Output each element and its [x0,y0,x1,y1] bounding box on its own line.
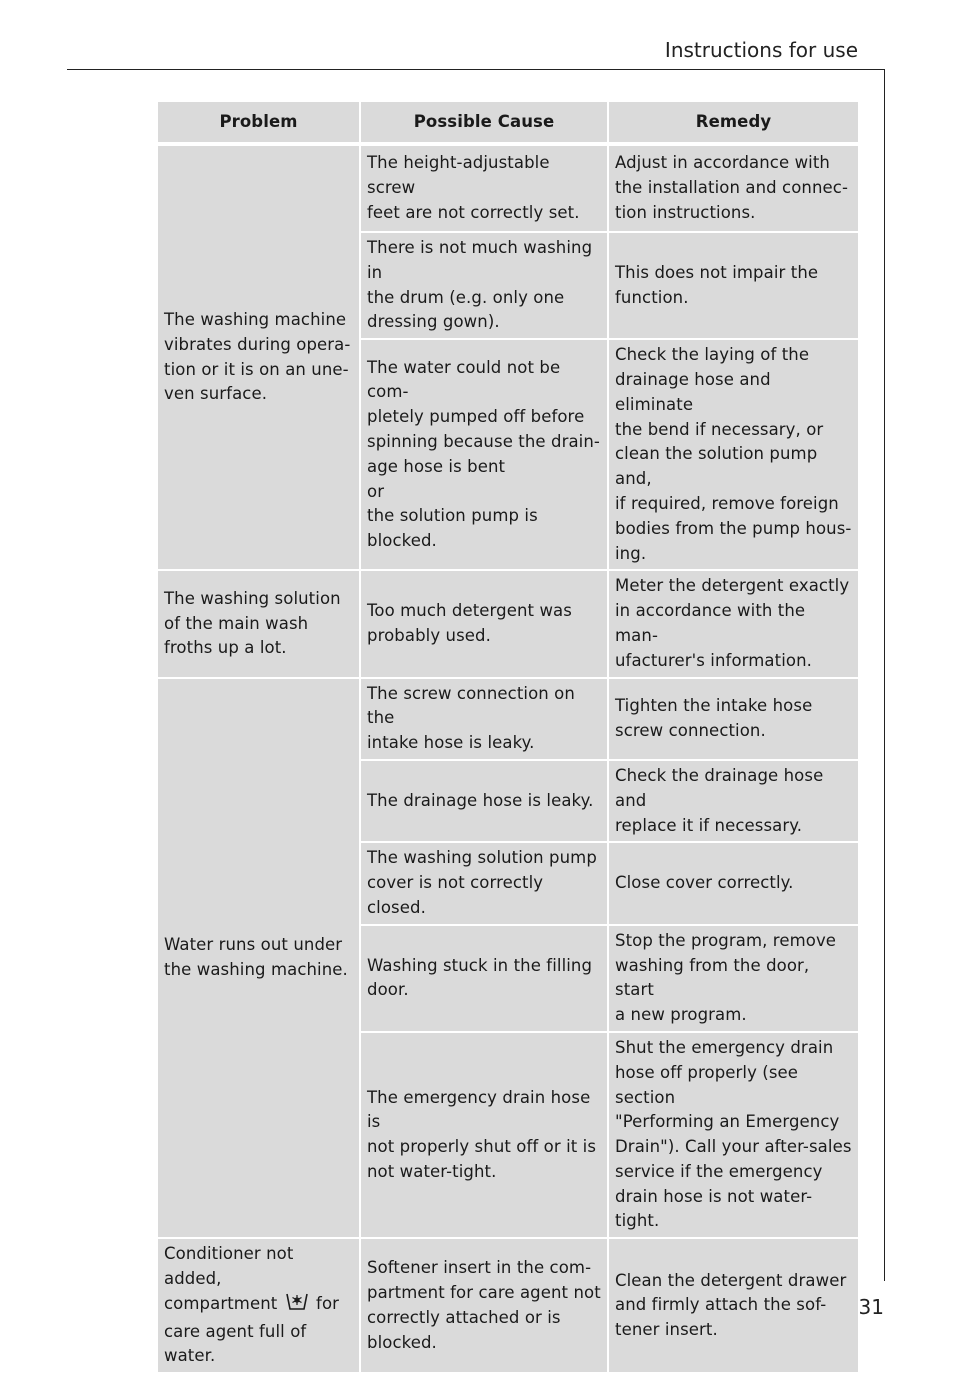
remedy-cell: This does not impair the function. [609,233,858,338]
remedy-cell: Stop the program, remove washing from the door, start a new program. [609,926,858,1031]
column-header-remedy: Remedy [609,102,858,142]
table-header-row [158,102,858,142]
problem-cell: The washing machine vibrates during opera- tion or it is on an une- ven surface. [158,146,359,569]
remedy-cell: Check the drainage hose and replace it if necessary. [609,761,858,841]
cause-cell: The height-adjustable screw feet are not correctly set. [361,146,607,231]
table-row [158,571,858,676]
margin-rule [884,69,885,1281]
fabric-softener-compartment-icon [285,1292,309,1320]
remedy-cell: Close cover correctly. [609,843,858,923]
cause-cell: There is not much washing in the drum (e.g. only one dressing gown). [361,233,607,338]
problem-text-part: Conditioner not added, compartment [164,1244,294,1313]
cause-cell: The water could not be com- pletely pumped off before spinning because the drain- age hose is bent or the solution pump is blocked. [361,340,607,569]
cause-cell: Washing stuck in the filling door. [361,926,607,1031]
remedy-cell: Adjust in accordance with the installation and connec- tion instructions. [609,146,858,231]
cause-cell: Softener insert in the com- partment for care agent not correctly attached or is blocked. [361,1239,607,1372]
cause-cell: The drainage hose is leaky. [361,761,607,841]
problem-cell: The washing solution of the main wash froths up a lot. [158,571,359,676]
table-row [158,1239,858,1372]
page-header-title: Instructions for use [664,38,858,62]
problem-text-part: for care agent full of water. [164,1293,340,1366]
cause-cell: The emergency drain hose is not properly shut off or it is not water-tight. [361,1033,607,1237]
table-row [158,146,858,231]
remedy-cell: Clean the detergent drawer and firmly attach the sof- tener insert. [609,1239,858,1372]
remedy-cell: Meter the detergent exactly in accordance with the man- ufacturer's information. [609,571,858,676]
remedy-cell: Check the laying of the drainage hose and eliminate the bend if necessary, or clean the solution pump and, if required, remove foreign bodies from the pump hous- ing. [609,340,858,569]
column-header-problem: Problem [158,102,359,142]
header-rule [67,69,885,70]
problem-cell: Water runs out under the washing machine. [158,679,359,1238]
problem-cell [158,1239,359,1372]
remedy-cell: Tighten the intake hose screw connection. [609,679,858,759]
page-number: 31 [858,1295,884,1319]
column-header-cause: Possible Cause [361,102,607,142]
cause-cell: Too much detergent was probably used. [361,571,607,676]
troubleshooting-table [156,100,860,1374]
cause-cell: The washing solution pump cover is not correctly closed. [361,843,607,923]
cause-cell: The screw connection on the intake hose is leaky. [361,679,607,759]
remedy-cell: Shut the emergency drain hose off properly (see section "Performing an Emergency Drain"). Call your after-sales service if the emergency drain hose is not water-tight. [609,1033,858,1237]
table-row [158,679,858,759]
